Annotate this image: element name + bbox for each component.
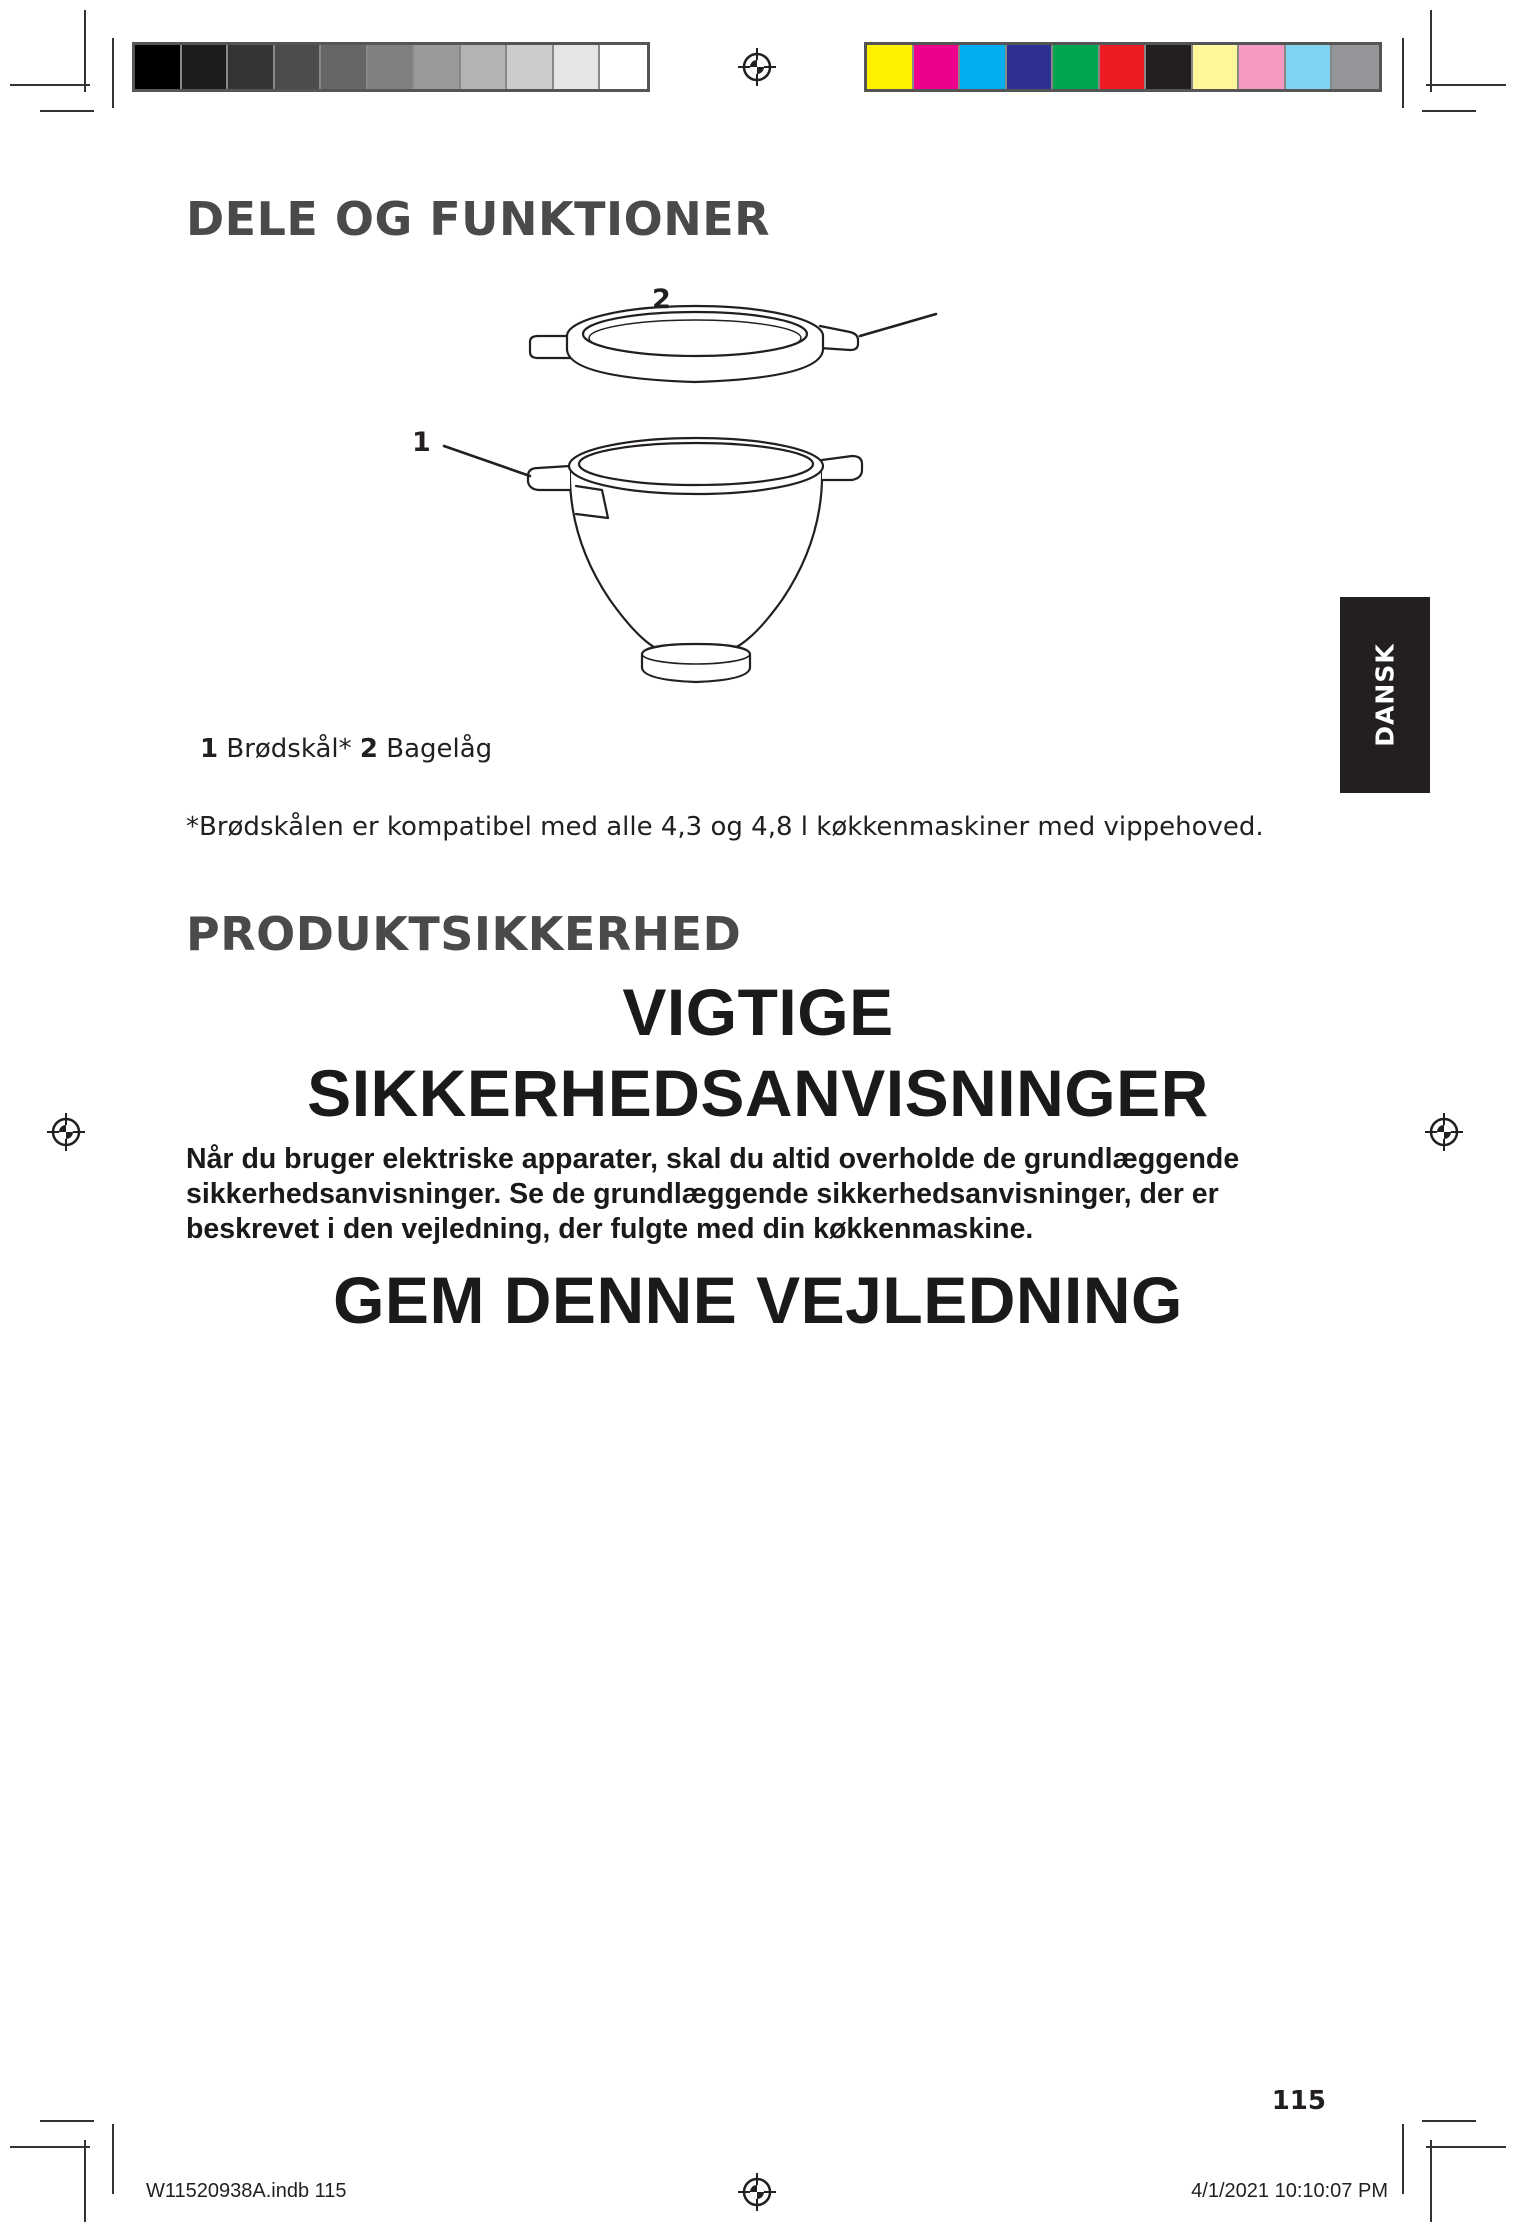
gray-swatch [275,45,322,89]
legend-number-2: 2 [359,734,378,764]
color-swatch [1193,45,1240,89]
color-swatch [1146,45,1193,89]
color-swatch [1100,45,1147,89]
language-tab-label: DANSK [1370,643,1400,747]
registration-mark-top [737,47,777,87]
color-swatch [1286,45,1333,89]
save-instructions-title: GEM DENNE VEJLEDNING [333,1263,1183,1337]
parts-legend [200,734,492,764]
file-slug: W11520938A.indb 115 [146,2180,347,2202]
compatibility-footnote: *Brødskålen er kompatibel med alle 4,3 og 4,8 l køkkenmaskiner med vippehoved. [186,812,1264,842]
color-swatch [914,45,961,89]
registration-mark-bottom [737,2172,777,2212]
color-swatch [1239,45,1286,89]
gray-swatch [414,45,461,89]
grayscale-bar [132,42,650,92]
gray-swatch [507,45,554,89]
gray-swatch [461,45,508,89]
color-swatch [960,45,1007,89]
language-tab [1340,597,1430,793]
bagel-lid-drawing [530,306,858,382]
gray-swatch [368,45,415,89]
callout-2: 2 [652,284,671,315]
safety-instructions-text: Når du bruger elektriske apparater, skal du altid overholde de grundlæggende sikkerhedsanvisninger. Se de grundlæggende sikkerhedsanvisninger, der er beskrevet i den vejledning, der fulgte med din køkkenmaskine. [186,1143,1240,1245]
color-swatch [867,45,914,89]
bread-bowl-drawing [528,438,862,682]
parts-heading: DELE OG FUNKTIONER [186,192,771,246]
callout-1: 1 [412,427,431,458]
page-number: 115 [1271,2086,1326,2116]
safety-heading: PRODUKTSIKKERHED [186,907,742,961]
gray-swatch [600,45,647,89]
bowl-and-lid-illustration [380,270,1000,710]
legend-label-bread-bowl: Brødskål* [218,734,360,764]
gray-swatch [182,45,229,89]
safety-title-line-2: SIKKERHEDSANVISNINGER [307,1056,1209,1130]
gray-swatch [321,45,368,89]
legend-number-1: 1 [200,734,219,764]
legend-label-bagel-lid: Bagelåg [377,734,493,764]
color-swatch [1007,45,1054,89]
safety-title-line-1: VIGTIGE [622,975,894,1049]
gray-swatch [135,45,182,89]
color-swatch [1332,45,1379,89]
gray-swatch [554,45,601,89]
color-swatch [1053,45,1100,89]
gray-swatch [228,45,275,89]
print-datetime: 4/1/2021 10:10:07 PM [1191,2180,1388,2202]
color-bar [864,42,1382,92]
